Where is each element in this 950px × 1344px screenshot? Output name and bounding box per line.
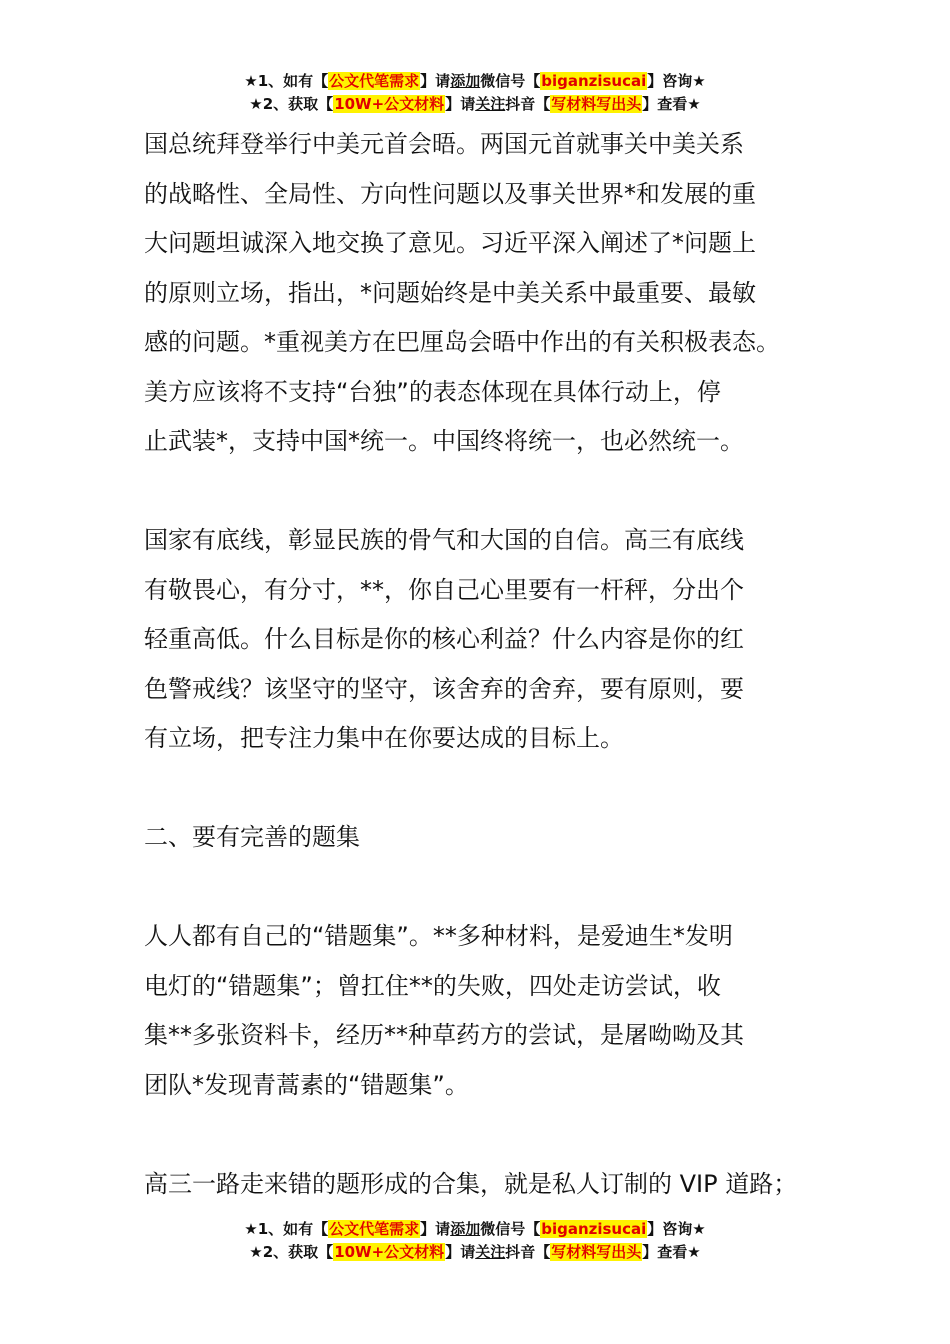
banner-line-2: ★2、获取【10W+公文材料】请关注抖音【写材料写出头】查看★ [249, 95, 701, 113]
document-body [144, 120, 834, 1209]
banner-line-1: ★1、如有【公文代笔需求】请添加微信号【biganzisucai】咨询★ [244, 72, 706, 90]
text-line: 轻重高低。什么目标是你的核心利益？什么内容是你的红 [144, 625, 744, 653]
text-line: 有立场，把专注力集中在你要达成的目标上。 [144, 724, 624, 752]
paragraph-gap [144, 764, 834, 814]
text-line: 国家有底线，彰显民族的骨气和大国的自信。高三有底线 [144, 526, 744, 554]
highlight-douyin-account: 写材料写出头 [551, 1243, 642, 1261]
text-line: 的原则立场，指出，*问题始终是中美关系中最重要、最敏 [144, 278, 756, 307]
highlight-wechat-id: biganzisucai [541, 1220, 647, 1238]
text-line: 感的问题。*重视美方在巴厘岛会晤中作出的有关积极表态。 [144, 328, 780, 356]
paragraph-gap [144, 1110, 834, 1160]
text-line: 有敬畏心，有分寸，**，你自己心里要有一杆秤，分出个 [144, 575, 744, 604]
header-banner [0, 70, 950, 116]
text-line: 的战略性、全局性、方向性问题以及事关世界*和发展的重 [144, 179, 756, 208]
highlight-materials: 10W+公文材料 [334, 1243, 445, 1261]
text-line: 色警戒线？该坚守的坚守，该舍弃的舍弃，要有原则，要 [144, 674, 744, 703]
banner-line-2: ★2、获取【10W+公文材料】请关注抖音【写材料写出头】查看★ [249, 1243, 701, 1261]
text-line: 电灯的“错题集”；曾扛住**的失败，四处走访尝试，收 [144, 971, 721, 1000]
text-line: 团队*发现青蒿素的“错题集”。 [144, 1070, 469, 1099]
highlight-douyin-account: 写材料写出头 [551, 95, 642, 113]
paragraph-4 [144, 1160, 834, 1210]
text-line: 人人都有自己的“错题集”。**多种材料，是爱迪生*发明 [144, 922, 733, 950]
highlight-materials: 10W+公文材料 [334, 95, 445, 113]
footer-banner [0, 1218, 950, 1264]
text-line: 高三一路走来错的题形成的合集，就是私人订制的 VIP 道路； [144, 1169, 798, 1198]
paragraph-3 [144, 912, 834, 1110]
text-line: 美方应该将不支持“台独”的表态体现在具体行动上，停 [144, 377, 721, 406]
highlight-service: 公文代笔需求 [329, 1220, 420, 1238]
paragraph-2 [144, 516, 834, 764]
highlight-wechat-id: biganzisucai [541, 72, 647, 90]
banner-line-1: ★1、如有【公文代笔需求】请添加微信号【biganzisucai】咨询★ [244, 1220, 706, 1238]
highlight-service: 公文代笔需求 [329, 72, 420, 90]
text-line: 止武装*，支持中国*统一。中国终将统一，也必然统一。 [144, 427, 744, 455]
section-heading: 二、要有完善的题集 [144, 823, 360, 851]
text-line: 国总统拜登举行中美元首会晤。两国元首就事关中美关系 [144, 130, 744, 158]
paragraph-1 [144, 120, 834, 467]
text-line: 集**多张资料卡，经历**种草药方的尝试，是屠呦呦及其 [144, 1021, 744, 1049]
paragraph-gap [144, 863, 834, 913]
text-line: 大问题坦诚深入地交换了意见。习近平深入阐述了*问题上 [144, 229, 756, 257]
paragraph-gap [144, 467, 834, 517]
